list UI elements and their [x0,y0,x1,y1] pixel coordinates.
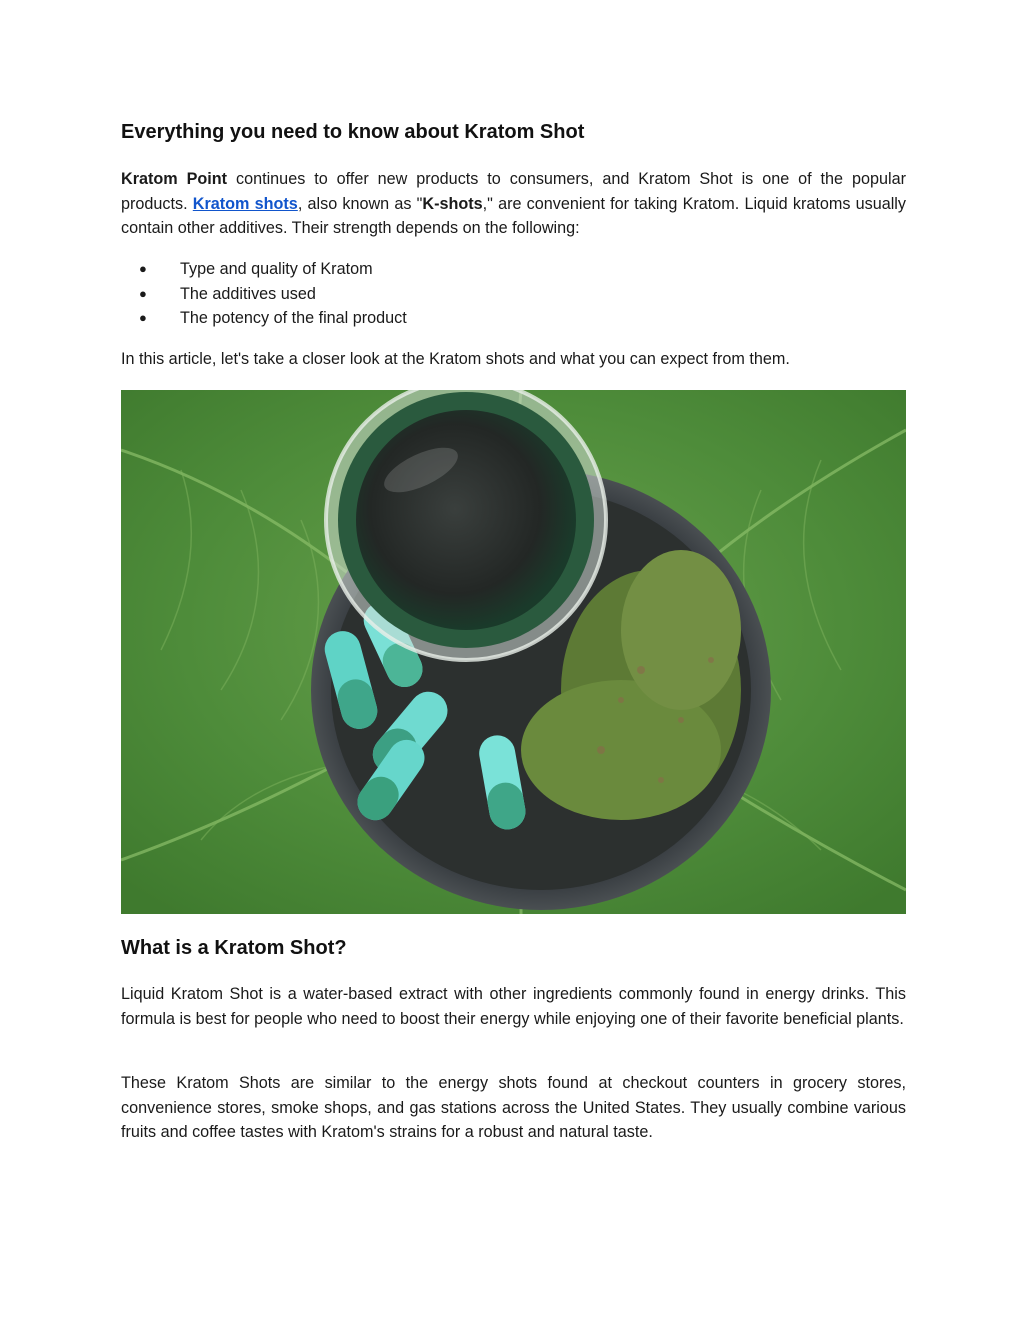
section-paragraph-1: Liquid Kratom Shot is a water-based extract with other ingredients commonly found in energy drinks. This formula is best for people who need to boost their energy while enjoying one of their favorite beneficial plants. [121,985,906,1028]
list-item [121,282,407,307]
section-paragraph-2: These Kratom Shots are similar to the energy shots found at checkout counters in grocery stores, convenience stores, smoke shops, and gas stations across the United States. They usually combine various fruits and coffee tastes with Kratom's strains for a robust and natural taste. [121,1074,906,1141]
intro-text-1: continues to offer new products to consumers, and Kratom Shot is one of the popular products. [121,170,906,213]
list-item-text: Type and quality of Kratom [180,260,373,278]
intro-text-3: ," are convenient for taking Kratom. Liquid kratoms usually contain other additives. Their strength depends on the following: [121,194,906,237]
list-item-text: The additives used [180,284,316,303]
intro-text-2: , also known as " [297,194,423,213]
bullet-icon: ● [139,310,147,325]
list-item [121,306,407,331]
brand-name: Kratom Point [121,170,228,188]
kratom-photo [121,390,906,914]
lead-paragraph: In this article, let's take a closer look at the Kratom shots and what you can expect from them. [121,350,790,368]
bullet-icon: ● [139,261,147,276]
article-title: Everything you need to know about Kratom Shot [121,121,585,143]
list-item [121,257,407,282]
list-item-text: The potency of the final product [180,309,407,327]
bullet-icon: ● [139,285,147,301]
kshots-term: K-shots [422,194,483,213]
strength-factors-list [121,257,407,331]
intro-paragraph [121,167,906,241]
section-title: What is a Kratom Shot? [121,937,347,959]
kratom-shots-link[interactable]: Kratom shots [192,194,298,213]
